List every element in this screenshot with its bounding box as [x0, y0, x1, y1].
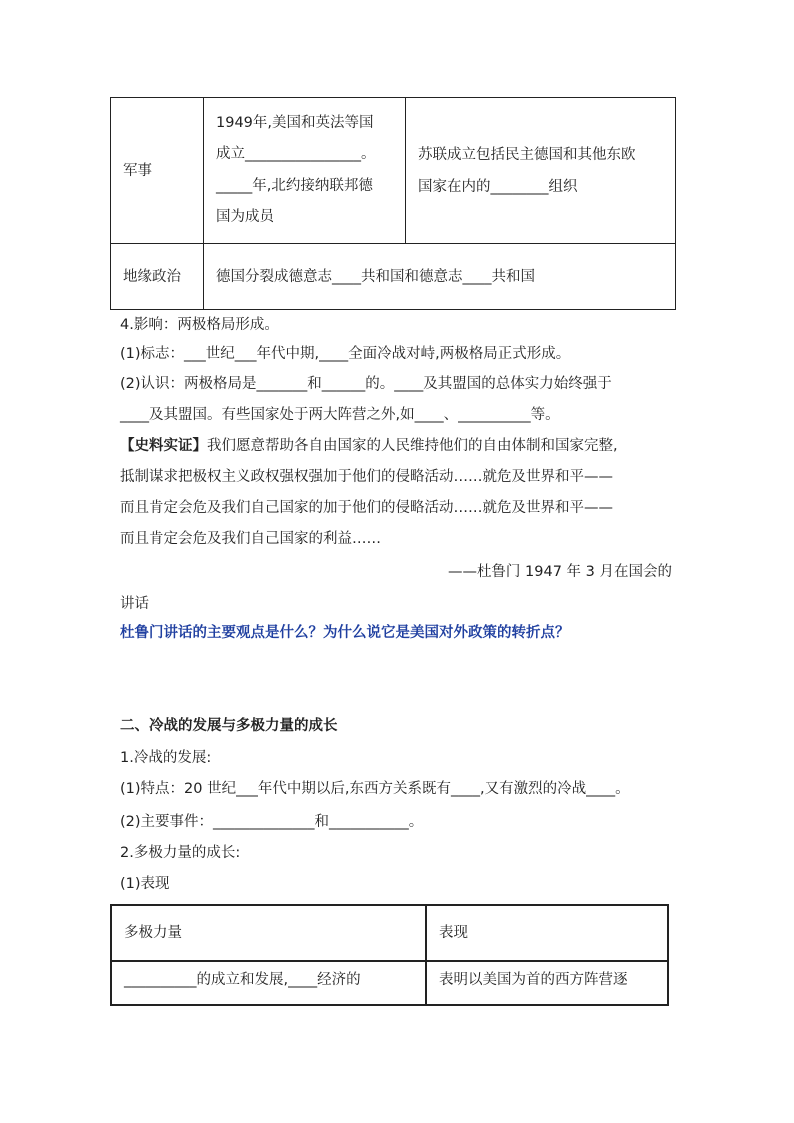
table-row [111, 961, 668, 1005]
paragraph: ____及其盟国。有些国家处于两大阵营之外,如____、__________等。 [120, 407, 560, 423]
header-cell: 表现 [426, 905, 668, 961]
paragraph: (1)特点：20 世纪___年代中期以后,东西方关系既有____,又有激烈的冷战____。 [120, 781, 630, 797]
paragraph: (2)主要事件：______________和___________。 [120, 814, 424, 830]
subsection-heading: 1.冷战的发展: [120, 750, 212, 766]
paragraph: (2)认识：两极格局是_______和______的。____及其盟国的总体实力始终强于 [120, 376, 612, 392]
evidence-text: 我们愿意帮助各自由国家的人民维持他们的自由体制和国家完整, [207, 438, 618, 454]
section-title: 二、冷战的发展与多极力量的成长 [120, 718, 338, 734]
row-label-geopolitics: 地缘政治 [111, 244, 204, 310]
evidence-line: 而且肯定会危及我们自己国家的加于他们的侵略活动……就危及世界和平—— [120, 500, 613, 516]
subsection-heading: 2.多极力量的成长: [120, 845, 241, 861]
geopolitics-cell: 德国分裂成德意志____共和国和德意志____共和国 [204, 244, 676, 310]
evidence-line: 而且肯定会危及我们自己国家的利益…… [120, 531, 381, 547]
row-label-military: 军事 [111, 98, 204, 244]
multipolar-table [110, 904, 669, 1006]
paragraph: (1)表现 [120, 876, 170, 892]
table-cell: 表明以美国为首的西方阵营逐 [426, 961, 668, 1005]
table-row [111, 98, 676, 244]
table-row [111, 244, 676, 310]
cell-line: 苏联成立包括民主德国和其他东欧 [418, 146, 636, 163]
warsaw-cell [406, 98, 676, 244]
evidence-question: 杜鲁门讲话的主要观点是什么？为什么说它是美国对外政策的转折点？ [120, 625, 570, 641]
military-geopolitics-table [110, 97, 676, 310]
evidence-tag: 【史料实证】 [120, 438, 207, 454]
cell-line: _____年,北约接纳联邦德 [216, 177, 373, 194]
evidence-line: 抵制谋求把极权主义政权强权强加于他们的侵略活动……就危及世界和平—— [120, 469, 613, 485]
table-cell: __________的成立和发展,____经济的 [111, 961, 426, 1005]
evidence-source: ——杜鲁门 1947 年 3 月在国会的 [447, 564, 672, 580]
section-heading: 4.影响：两极格局形成。 [120, 317, 279, 333]
evidence-source-cont: 讲话 [120, 596, 149, 612]
table-row [111, 905, 668, 961]
cell-line: 成立________________。 [216, 146, 376, 162]
cell-line: 国家在内的________组织 [418, 178, 578, 195]
evidence-line [120, 436, 618, 456]
cell-line: 国为成员 [216, 209, 274, 225]
paragraph: (1)标志：___世纪___年代中期,____全面冷战对峙,两极格局正式形成。 [120, 346, 571, 362]
nato-cell [204, 98, 406, 244]
header-cell: 多极力量 [111, 905, 426, 961]
cell-line: 1949年,美国和英法等国 [216, 114, 374, 131]
